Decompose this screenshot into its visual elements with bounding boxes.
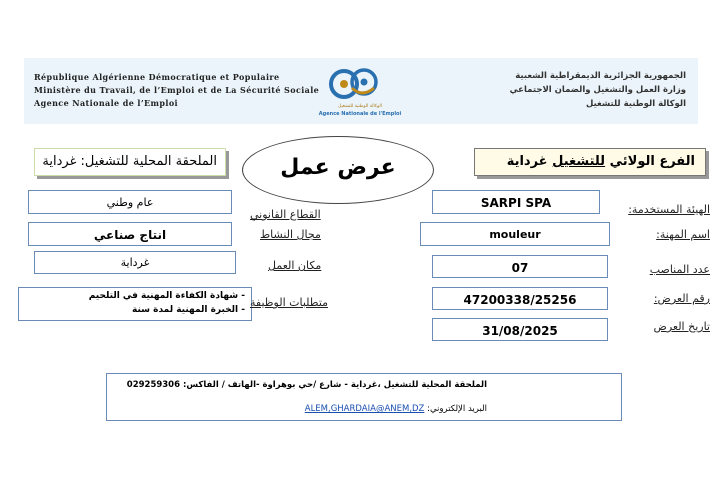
- employer-value: SARPI SPA: [480, 196, 552, 210]
- header-fr-republic: République Algérienne Démocratique et Populaire: [34, 72, 280, 82]
- offer-number-value: 47200338/25256: [463, 293, 577, 307]
- activity-value: انتاج صناعي: [93, 228, 167, 242]
- requirement-line-2: - الخبرة المهنية لمدة سنة: [132, 305, 245, 315]
- logo-caption-fr: Agence Nationale de l'Emploi: [318, 111, 402, 117]
- header-ar-ministry: وزارة العمل والتشغيل والضمان الاجتماعي: [509, 85, 686, 95]
- header-fr-agency: Agence Nationale de l’Emploi: [34, 98, 178, 108]
- legal-sector-label: القطاع القانوني: [250, 208, 321, 221]
- footer-email-label: البريد الإلكتروني:: [427, 404, 487, 414]
- logo-caption-ar: الوكالة الوطنية للتشغيل: [338, 104, 382, 109]
- wilaya-branch-label: [507, 154, 695, 169]
- job-field: [420, 222, 610, 246]
- footer-email-line: [305, 404, 487, 414]
- workplace-field: [34, 251, 236, 274]
- offer-date-field: [432, 318, 608, 341]
- activity-label: مجال النشاط: [260, 228, 321, 241]
- header-fr-ministry: Ministère du Travail, de l’Emploi et de La Sécurité Sociale: [34, 85, 320, 95]
- job-value: mouleur: [489, 228, 541, 241]
- footer-contact-box: [106, 373, 622, 421]
- activity-field: [28, 222, 232, 246]
- anem-logo: [312, 64, 408, 124]
- page-title: عرض عمل: [280, 155, 396, 180]
- workplace-label: مكان العمل: [268, 259, 322, 272]
- footer-email-link[interactable]: ALEM,GHARDAIA@ANEM,DZ: [304, 404, 425, 414]
- offer-number-field: [432, 287, 608, 310]
- workplace-value: غرداية: [120, 256, 150, 269]
- requirements-label: متطلبات الوظيفة: [250, 296, 329, 309]
- wilaya-branch-prefix: الفرع الولائي: [605, 154, 695, 169]
- wilaya-branch-suffix: غرداية: [506, 154, 553, 169]
- local-agency-label: الملحقة المحلية للتشغيل: غرداية: [42, 154, 217, 169]
- title-oval: [242, 136, 434, 204]
- offer-date-label: تاريخ العرض: [653, 320, 710, 333]
- anem-logo-icon: [312, 64, 408, 104]
- wilaya-branch-box: [474, 148, 706, 176]
- header-ar-agency: الوكالة الوطنية للتشغيل: [585, 99, 686, 109]
- footer-address: الملحقة المحلية للتشغيل ،غرداية - شارع /حي بوهراوة -الهاتف / الفاكس: 029259306: [126, 380, 487, 390]
- legal-sector-value: عام وطني: [106, 196, 154, 209]
- positions-field: [432, 255, 608, 278]
- wilaya-branch-underlined: للتشغيل: [552, 154, 606, 169]
- employer-label: الهيئة المستخدمة:: [628, 203, 710, 216]
- requirement-line-1: - شهادة الكفاءة المهنية في التلحيم: [88, 291, 245, 301]
- offer-date-value: 31/08/2025: [482, 324, 558, 338]
- requirements-field: [18, 287, 252, 321]
- employer-field: [432, 190, 600, 214]
- local-agency-box: [34, 148, 226, 176]
- positions-value: 07: [511, 261, 529, 275]
- offer-number-label: رقم العرض:: [653, 292, 710, 305]
- job-label: اسم المهنة:: [656, 228, 710, 241]
- legal-sector-field: [28, 190, 232, 214]
- positions-label: عدد المناصب: [649, 263, 710, 276]
- header-ar-republic: الجمهورية الجزائرية الديمقراطية الشعبية: [515, 71, 686, 81]
